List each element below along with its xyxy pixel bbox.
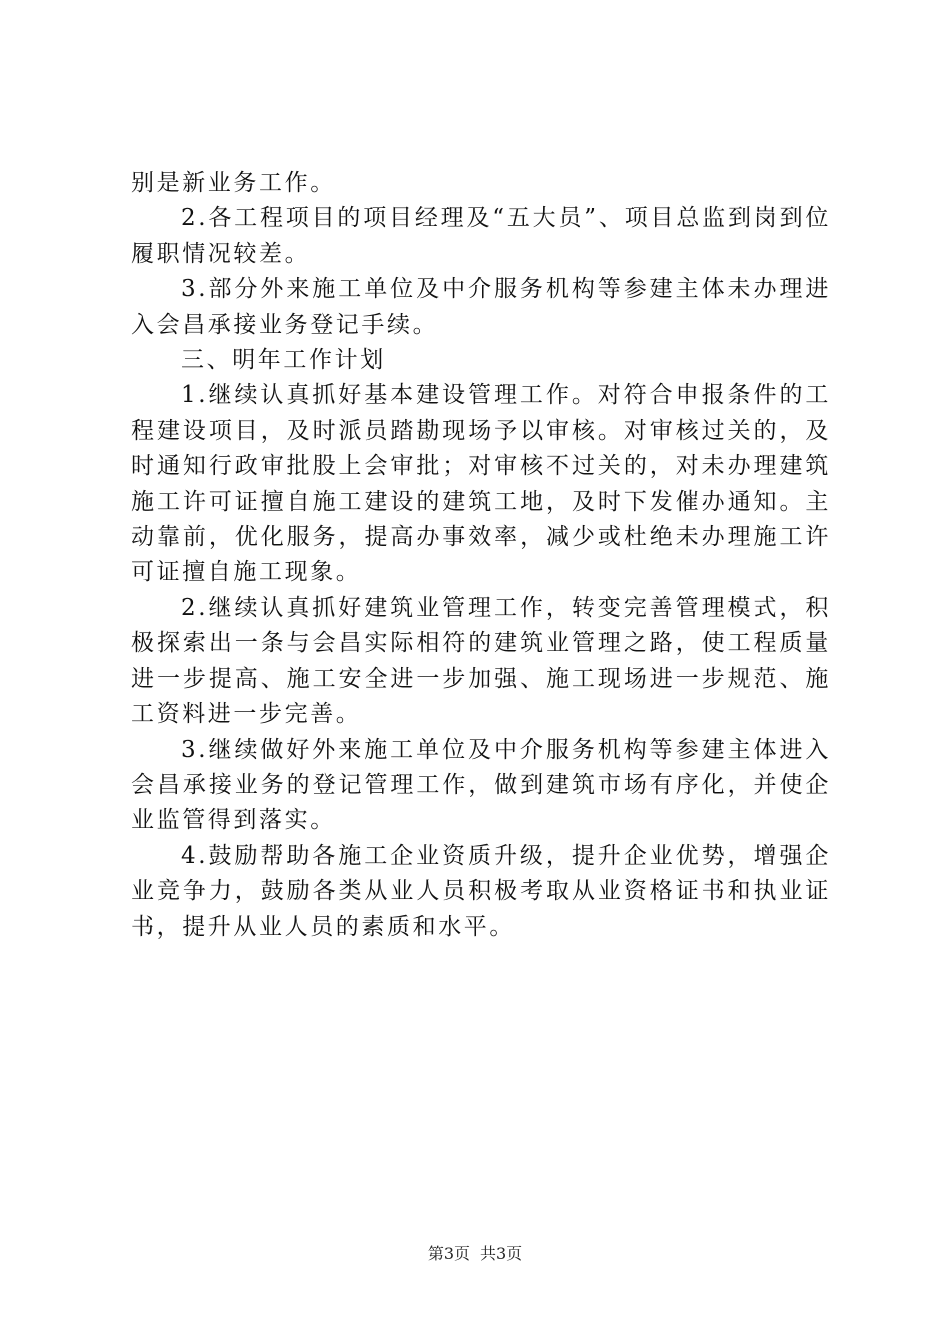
document-body [131, 166, 831, 945]
paragraph: 2.继续认真抓好建筑业管理工作，转变完善管理模式，积极探索出一条与会昌实际相符的建筑业管理之路，使工程质量进一步提高、施工安全进一步加强、施工现场进一步规范、施工资料进一步完善。 [131, 594, 831, 728]
section-heading: 三、明年工作计划 [181, 347, 386, 374]
paragraph: 1.继续认真抓好基本建设管理工作。对符合申报条件的工程建设项目，及时派员踏勘现场予以审核。对审核过关的，及时通知行政审批股上会审批；对审核不过关的，对未办理建筑施工许可证擅自施工建设的建筑工地，及时下发催办通知。主动靠前，优化服务，提高办事效率，减少或杜绝未办理施工许可证擅自施工现象。 [131, 382, 831, 586]
page-footer [0, 1244, 950, 1264]
paragraph: 2.各工程项目的项目经理及“五大员”、项目总监到岗到位履职情况较差。 [131, 205, 831, 267]
paragraph: 3.部分外来施工单位及中介服务机构等参建主体未办理进入会昌承接业务登记手续。 [131, 276, 831, 338]
paragraph: 3.继续做好外来施工单位及中介服务机构等参建主体进入会昌承接业务的登记管理工作，做到建筑市场有序化，并使企业监管得到落实。 [131, 736, 831, 834]
paragraph: 别是新业务工作。 [131, 170, 336, 196]
paragraph: 4.鼓励帮助各施工企业资质升级，提升企业优势，增强企业竞争力，鼓励各类从业人员积极考取从业资格证书和执业证书，提升从业人员的素质和水平。 [131, 842, 831, 940]
page-total: 共3页 [480, 1244, 523, 1263]
page-number: 第3页 [427, 1244, 470, 1263]
